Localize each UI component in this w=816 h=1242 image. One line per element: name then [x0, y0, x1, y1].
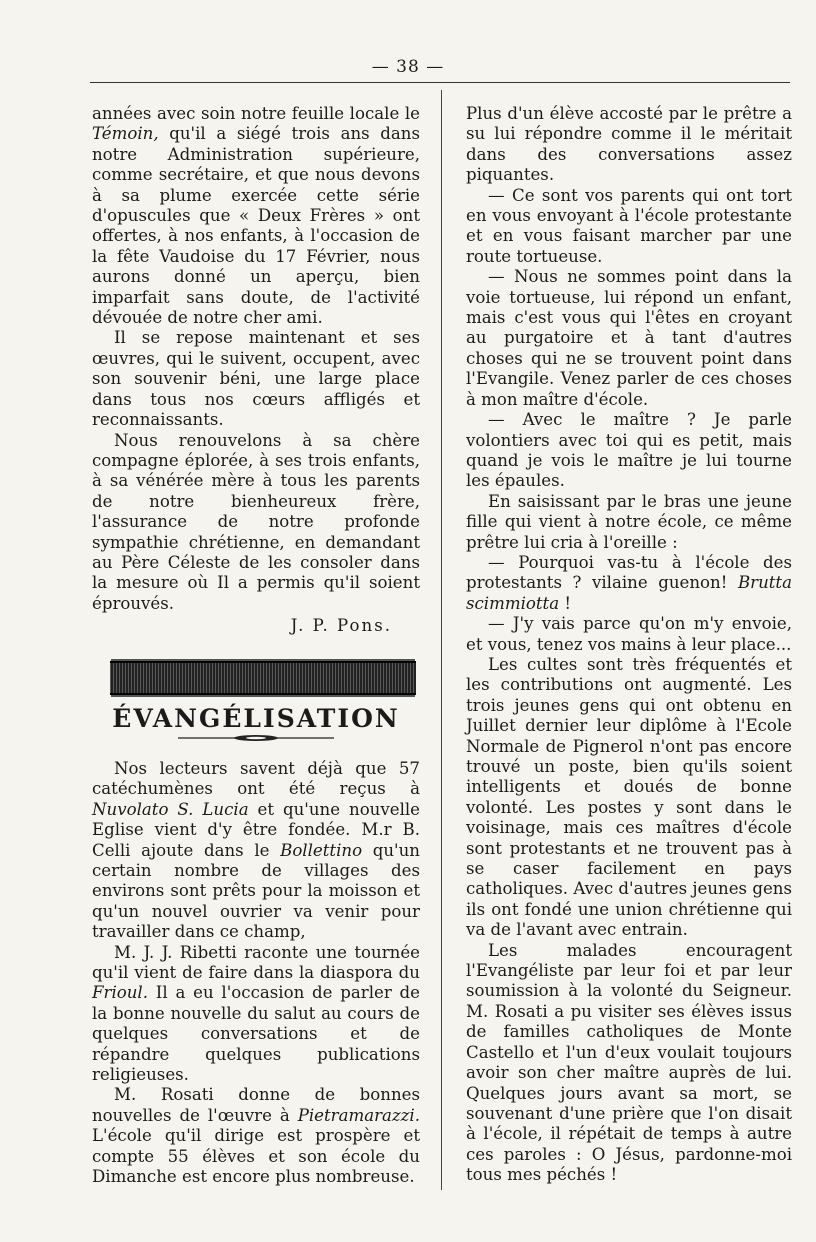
ornament-divider: [176, 733, 336, 743]
paragraph: Les cultes sont très fréquentés et les contributions ont augmenté. Les trois jeunes gens qui ont obtenu en Juillet dernier leur diplôme à l'Ecole Normale de Pignerol n'ont pas encore trouvé un poste, bien qu'ils soient intelligents et doués de bonne volonté. Les postes y sont dans le voisinage, mais ces maîtres d'école sont protestants et ne trouvent pas à se caser facilement en pays catholiques. Avec d'autres jeunes gens ils ont fondé une union chrétienne qui va de l'avant avec entrain.: [466, 654, 792, 940]
paragraph: Nos lecteurs savent déjà que 57 catéchumènes ont été reçus à Nuvolato S. Lucia et qu'une nouvelle Eglise vient d'y être fondée. M.r B. Celli ajoute dans le Bollettino qu'un certain nombre de villages des environs sont prêts pour la moisson et qu'un nouvel ouvrier va venir pour travailler dans ce champ,: [92, 758, 420, 942]
paragraph: En saisissant par le bras une jeune fille qui vient à notre école, ce même prêtre lui cria à l'oreille :: [466, 491, 792, 552]
paragraph: — Nous ne sommes point dans la voie tortueuse, lui répond un enfant, mais c'est vous qui l'êtes en croyant au purgatoire et à tant d'autres choses qui ne se trouvent point dans l'Evangile. Venez parler de ces choses à mon maître d'école.: [466, 267, 792, 409]
paragraph: M. Rosati donne de bonnes nouvelles de l'œuvre à Pietramarazzi. L'école qu'il dirige est prospère et compte 55 élèves et son école du Dimanche est encore plus nombreuse.: [92, 1085, 420, 1187]
paragraph: — Avec le maître ? Je parle volontiers avec toi qui es petit, mais quand je vois le maître je lui tourne les épaules.: [466, 410, 792, 491]
page-number: — 38 —: [371, 57, 445, 77]
paragraph: Les malades encouragent l'Evangéliste par leur foi et par leur soumission à la volonté du Seigneur. M. Rosati a pu visiter ses élèves issus de familles catholiques de Monte Castello et l'un d'eux voulait toujours avoir son cher maître auprès de lui. Quelques jours avant sa mort, se souvenant d'une prière que l'on disait à l'école, il répétait de temps à autre ces paroles : O Jésus, pardonne-moi tous mes péchés !: [466, 940, 792, 1185]
section-divider-band: [110, 661, 416, 695]
paragraph: Il se repose maintenant et ses œuvres, qui le suivent, occupent, avec son souvenir béni, une large place dans tous nos cœurs affligés et reconnaissants.: [92, 328, 420, 430]
signature: J. P. Pons.: [290, 616, 392, 636]
paragraph: Nous renouvelons à sa chère compagne éplorée, à ses trois enfants, à sa vénérée mère à tous les parents de notre bienheureux frère, l'assurance de notre profonde sympathie chrétienne, en demandant au Père Céleste de les consoler dans la mesure où Il a permis qu'il soient éprouvés.: [92, 430, 420, 613]
paragraph: — J'y vais parce qu'on m'y envoie, et vous, tenez vos mains à leur place...: [466, 614, 792, 654]
paragraph: Plus d'un élève accosté par le prêtre a su lui répondre comme il le méritait dans des conversations assez piquantes.: [466, 104, 792, 185]
column-divider: [441, 90, 442, 1190]
paragraph: — Pourquoi vas-tu à l'école des protestants ? vilaine guenon! Brutta scimmiotta !: [466, 552, 792, 613]
section-heading: ÉVANGÉLISATION: [112, 703, 400, 733]
paragraph: M. J. J. Ribetti raconte une tournée qu'il vient de faire dans la diaspora du Frioul. Il a eu l'occasion de parler de la bonne nouvelle du salut au cours de quelques conversations et de répandre quelques publications religieuses.: [92, 942, 420, 1085]
paragraph: — Ce sont vos parents qui ont tort en vous envoyant à l'école protestante et en vous faisant marcher par une route tortueuse.: [466, 185, 792, 266]
header-rule: [90, 82, 790, 83]
right-column: [466, 104, 792, 1186]
left-column: [92, 104, 420, 1188]
paragraph: années avec soin notre feuille locale le Témoin, qu'il a siégé trois ans dans notre Administration supérieure, comme secrétaire, et que nous devons à sa plume exercée cette série d'opuscules que « Deux Frères » ont offertes, à nos enfants, à l'occasion de la fête Vaudoise du 17 Février, nous aurons donné un aperçu, bien imparfait sans doute, de l'activité dévouée de notre cher ami.: [92, 104, 420, 328]
